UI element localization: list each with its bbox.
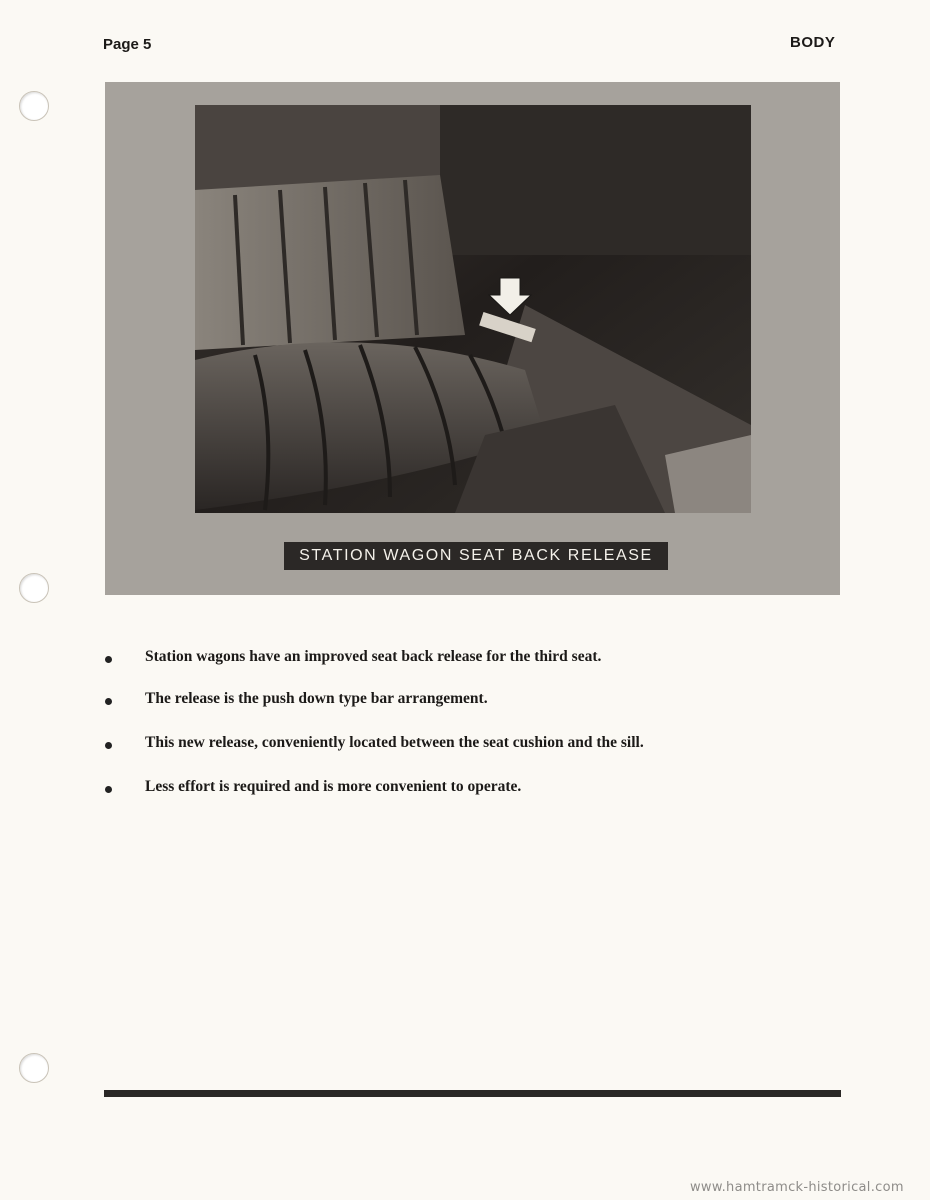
list-item: [100, 648, 820, 690]
page-label: Page 5: [103, 36, 152, 53]
bullet-text: Station wagons have an improved seat back release for the third seat.: [145, 648, 602, 665]
bullet-dot: [105, 698, 112, 705]
bullet-text: Less effort is required and is more convenient to operate.: [145, 778, 522, 795]
bullet-dot: [105, 786, 112, 793]
watermark: www.hamtramck-historical.com: [690, 1180, 904, 1195]
bullet-list: [100, 648, 820, 822]
bullet-dot: [105, 742, 112, 749]
photo-caption: STATION WAGON SEAT BACK RELEASE: [284, 542, 668, 570]
seat-photo: [195, 105, 751, 513]
section-label: BODY: [790, 34, 836, 51]
footer-rule: [104, 1090, 841, 1097]
list-item: [100, 690, 820, 734]
list-item: [100, 734, 820, 778]
list-item: [100, 778, 820, 822]
binder-hole: [19, 573, 49, 603]
bullet-text: The release is the push down type bar arrangement.: [145, 690, 488, 707]
binder-hole: [19, 1053, 49, 1083]
bullet-text: This new release, conveniently located between the seat cushion and the sill.: [145, 734, 644, 751]
binder-hole: [19, 91, 49, 121]
bullet-dot: [105, 656, 112, 663]
